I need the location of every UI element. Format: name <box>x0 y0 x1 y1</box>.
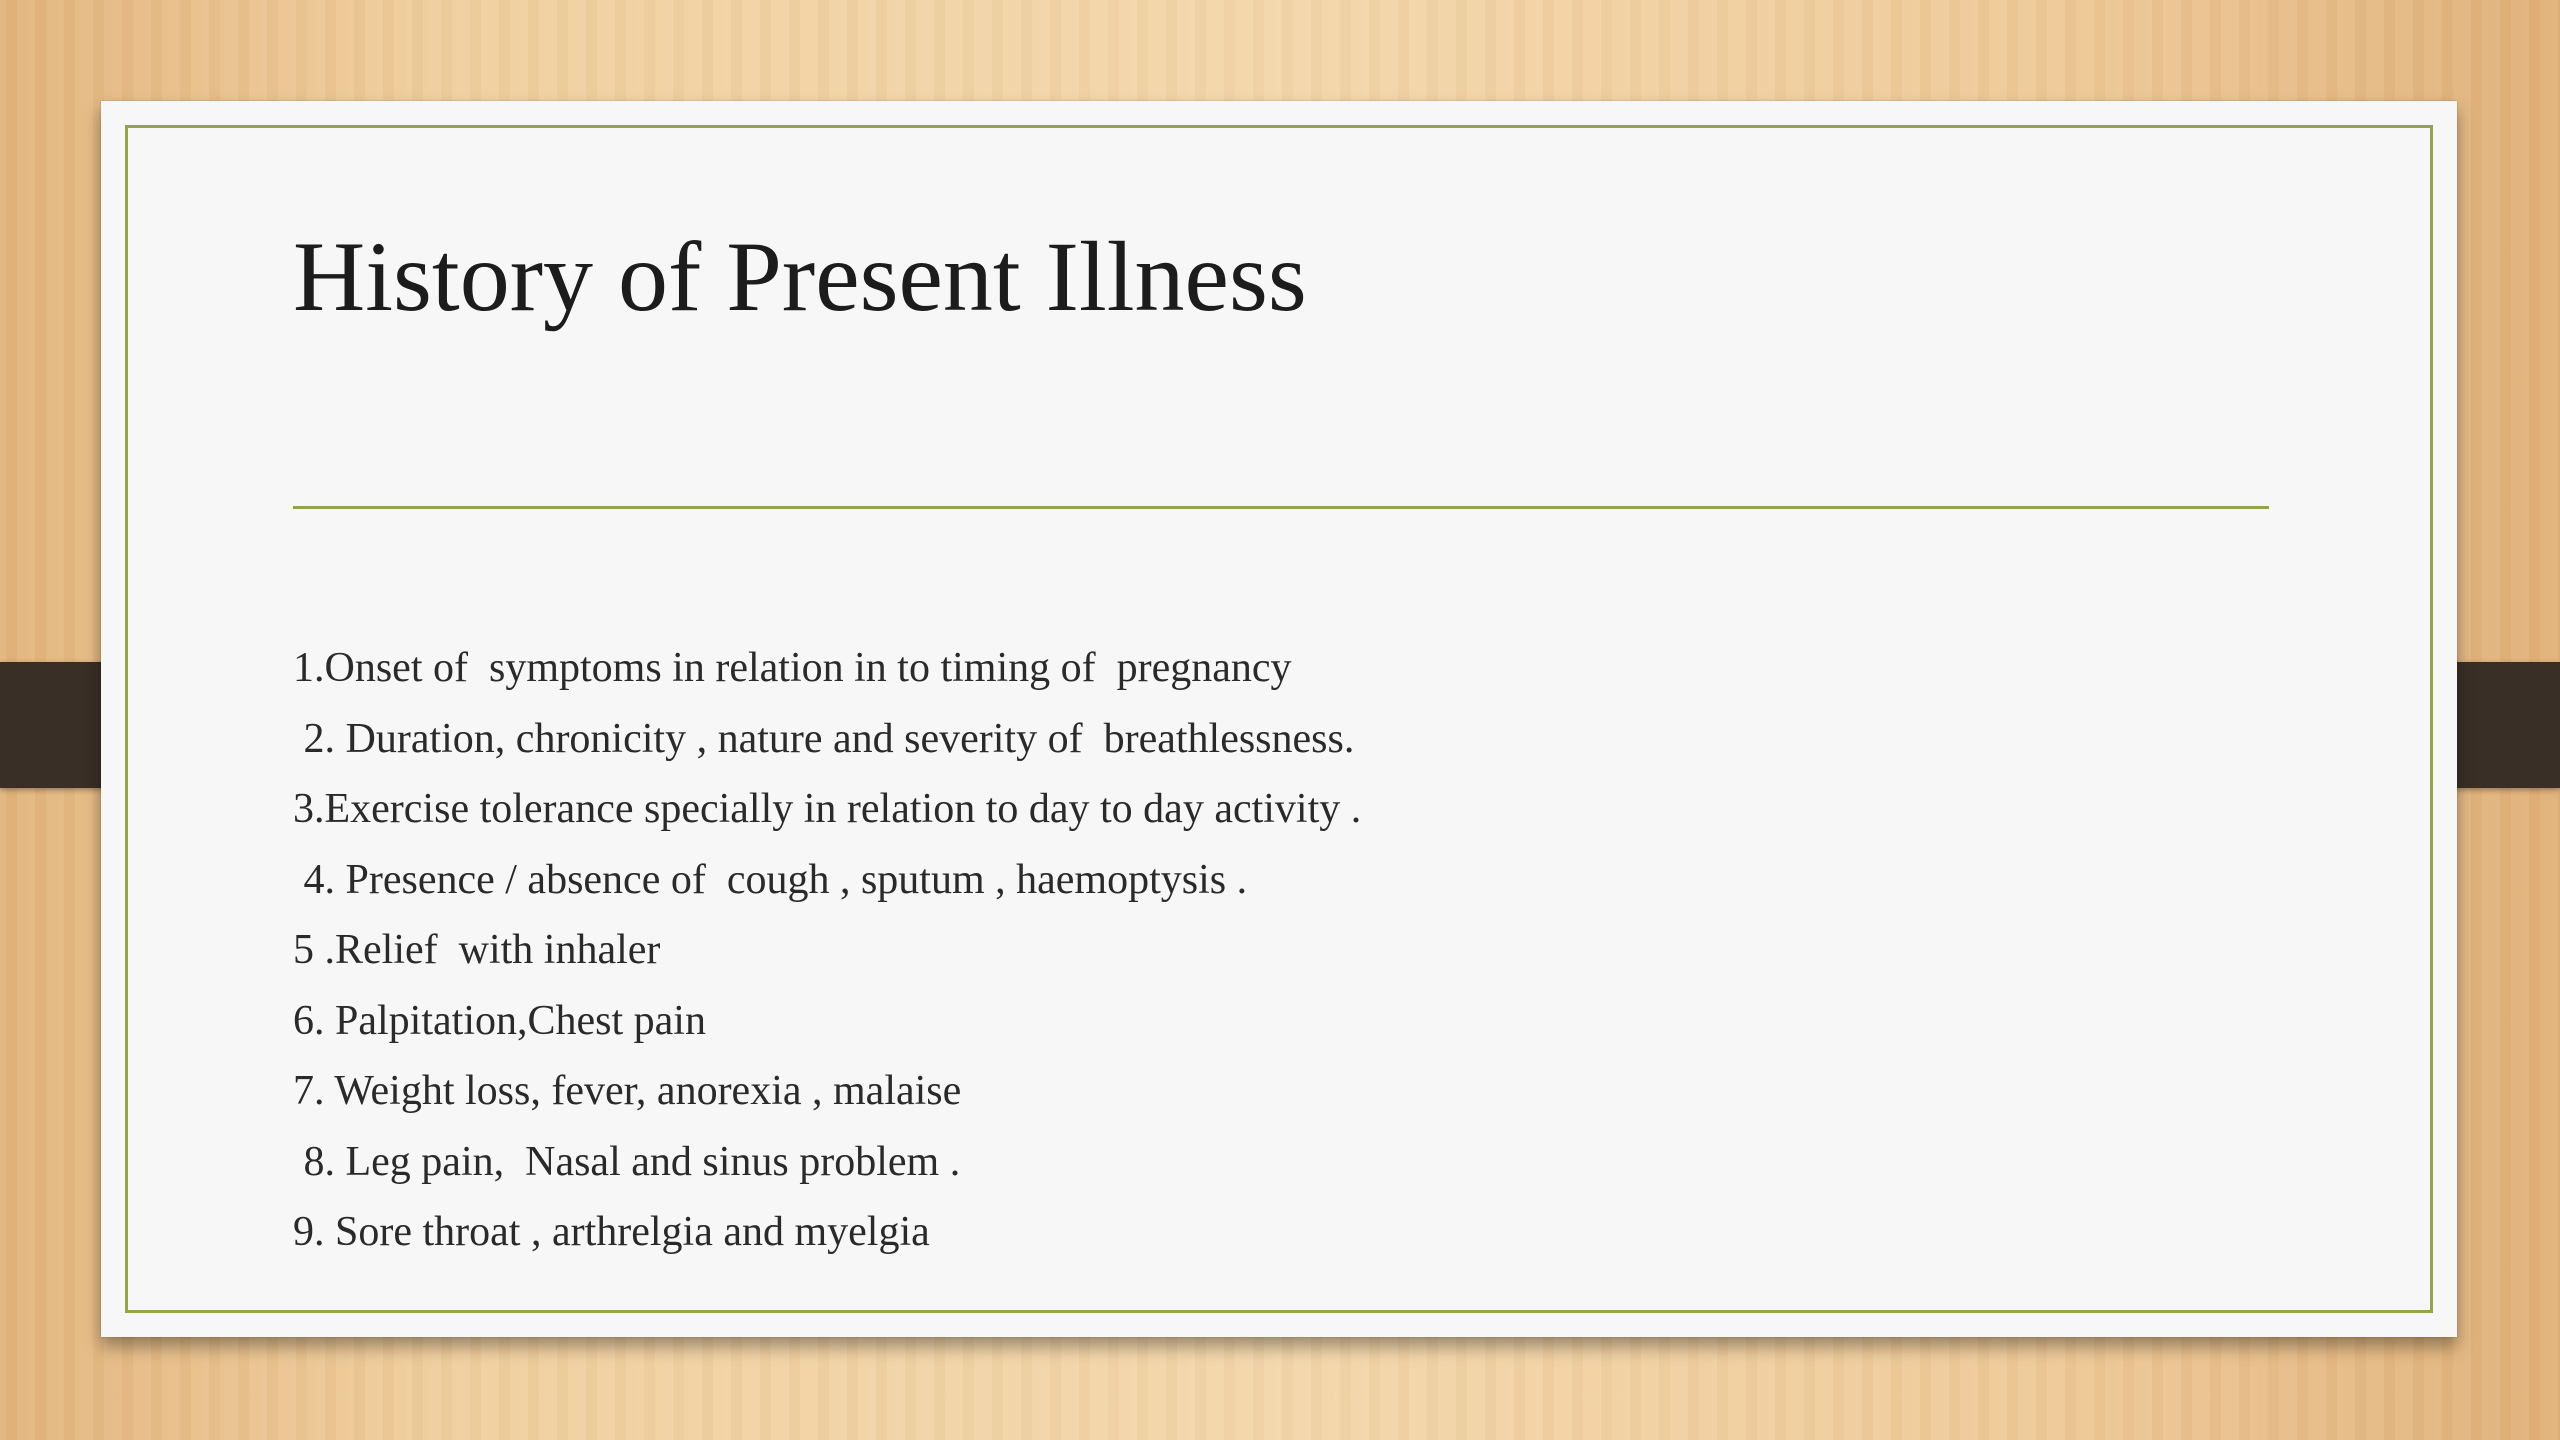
list-item: 5 .Relief with inhaler <box>293 927 661 973</box>
list-item: 2. Duration, chronicity , nature and severity of breathlessness. <box>293 715 1355 762</box>
title-divider <box>293 506 2269 509</box>
list-item: 3.Exercise tolerance specially in relation to day to day activity . <box>293 786 1362 832</box>
list-item: 7. Weight loss, fever, anorexia , malaise <box>293 1068 962 1114</box>
list-item: 8. Leg pain, Nasal and sinus problem . <box>293 1138 961 1185</box>
slide <box>101 101 2457 1337</box>
bullet-list <box>293 633 1361 1268</box>
slide-title: History of Present Illness <box>293 221 1307 332</box>
list-item: 1.Onset of symptoms in relation in to timing of pregnancy <box>293 645 1292 691</box>
list-item: 4. Presence / absence of cough , sputum , haemoptysis . <box>293 856 1248 903</box>
list-item: 9. Sore throat , arthrelgia and myelgia <box>293 1209 930 1255</box>
list-item: 6. Palpitation,Chest pain <box>293 997 706 1044</box>
